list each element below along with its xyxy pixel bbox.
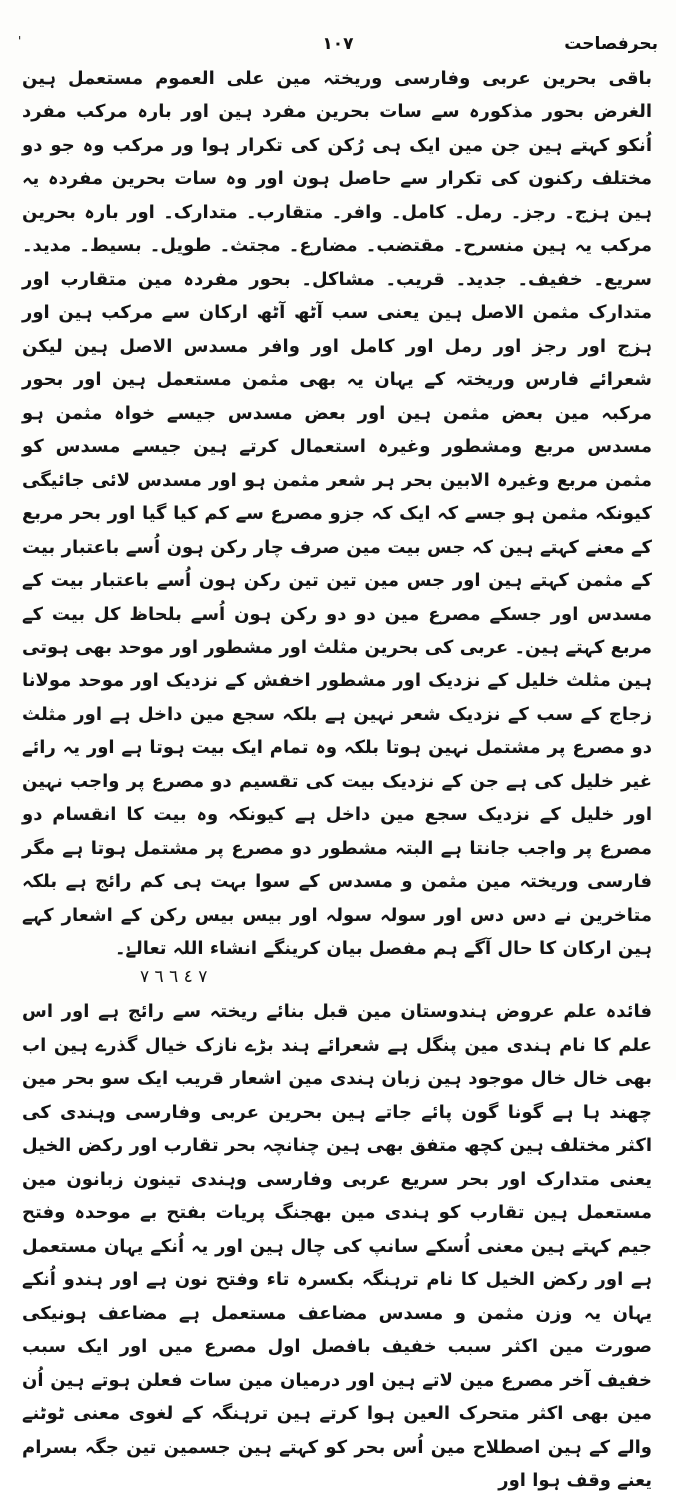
body-text xyxy=(22,62,652,1492)
paragraph-meters-overview: باقی بحرین عربی وفارسی وریختہ مین علی العموم مستعمل ہین الغرض بحور مذکورہ سے سات بحرین مفرد ہین اور بارہ مرکب مفرد اُنکو کہتے ہین جن مین ایک ہی رُکن کی تکرار ہوا ور مرکب وہ جو دو مختلف رکنون کی تکرار سے حاصل ہون اور وہ سات بحرین مفردہ یہ ہین ہزج۔ رجز۔ رمل۔ کامل۔ وافر۔ متقارب۔ متدارک۔ اور بارہ بحرین مرکب یہ ہین منسرح۔ مقتضب۔ مضارع۔ مجتث۔ طویل۔ بسیط۔ مدید۔ سریع۔ خفیف۔ جدید۔ قریب۔ مشاکل۔ بحور مفردہ مین متقارب اور متدارک مثمن الاصل ہین یعنی سب آٹھ آٹھ ارکان سے مرکب ہین اور ہزج اور رجز اور رمل اور کامل اور وافر مسدس الاصل ہین لیکن شعرائے فارس وریختہ کے یہان یہ بھی مثمن مستعمل ہین اور بحور مرکبہ مین بعض مثمن ہین اور بعض مسدس جیسے خواہ مثمن ہو مسدس مربع ومشطور وغیرہ استعمال کرتے ہین جیسے مسدس کو مثمن مربع وغیرہ الابین بحر ہر شعر مثمن ہو اور مسدس لائی جائیگی کیونکہ مثمن ہو جسے کہ ایک کہ جزو مصرع سے کم کیا گیا اور بحر مربع کے معنے کہتے ہین کہ جس بیت مین صرف چار رکن ہون اُسے باعتبار بیت کے مثمن کہتے ہین اور جس مین تین تین رکن ہون اُسے باعتبار بیت کے مسدس اور جسکے مصرع مین دو دو رکن ہون اُسے بلحاظ کل بیت کے مربع کہتے ہین۔ عربی کی بحرین مثلث اور مشطور اور موحد بھی ہوتی ہین مثلث خلیل کے نزدیک اور مشطور اخفش کے نزدیک اور موحد مولانا زجاج کے سب کے نزدیک شعر نہین ہے بلکہ سجع مین داخل ہے اور مثلث دو مصرع پر مشتمل نہین ہوتا بلکہ وہ تمام ایک بیت ہوتا ہے اور یہ رائے غیر خلیل کی ہے جن کے نزدیک بیت کی تقسیم دو مصرع پر واجب نہین اور خلیل کے نزدیک سجع مین داخل ہے کیونکہ وہ بیت کا انقسام دو مصرع پر واجب جانتا ہے البتہ مشطور دو مصرع پر مشتمل ہوتا ہے مگر فارسی وریختہ مین مثمن و مسدس کے سوا بہت ہی کم رائج ہے بلکہ متاخرین نے دس دس اور سولہ سولہ اور بیس بیس رکن کے اشعار کہے ہین ارکان کا حال آگے ہم مفصل بیان کرینگے انشاء اللہ تعالےٰ۔ xyxy=(22,68,652,960)
corner-mark: ' xyxy=(18,34,22,48)
page-number: ۱۰۷ xyxy=(322,34,354,54)
page-header xyxy=(18,34,658,60)
handwritten-annotation: ٧ ٤ ٦ ٦ ٧ xyxy=(140,966,208,987)
running-head: بحرفصاحت xyxy=(564,34,658,54)
paragraph-prosody-note: فائدہ علم عروض ہندوستان مین قبل بنائے ریختہ سے رائج ہے اور اس علم کا نام ہندی مین پنگل ہے شعرائے ہند بڑے نازک خیال گذرے ہین اب بھی خال خال موجود ہین زبان ہندی مین اشعار قریب ایک سو بحر مین چھند ہا ہے گونا گون پائے جاتے ہین بحرین عربی وفارسی وہندی کی اکثر مختلف ہین کچھ متفق بھی ہین چنانچہ بحر تقارب اور رکض الخیل یعنی متدارک اور بحر سریع عربی وفارسی وہندی تینون زبانون مین مستعمل ہین تقارب کو ہندی مین بھجنگ پریات بفتح بے موحدہ وفتح جیم کہتے ہین معنی اُسکے سانپ کی چال ہین اور یہ اُنکے یہان مستعمل ہے اور رکض الخیل کا نام ترہنگہ بکسرہ تاء وفتح نون ہے اور ہندو اُنکے یہان یہ وزن مثمن و مسدس مضاعف مستعمل ہے مضاعف ہونیکی صورت مین اکثر سبب خفیف بافصل اول مصرع میں اور ایک سبب خفیف آخر مصرع مین لاتے ہین اور درمیان مین سات فعلن ہوتے ہین اُن مین بھی اکثر متحرک العین ہوا کرتے ہین ترہنگہ کے لغوی معنی ٹوٹنے والے کے ہین اصطلاح مین اُس بحر کو کہتے ہین جسمین تین جگہ بسرام یعنے وقف ہوا اور xyxy=(22,1001,652,1492)
